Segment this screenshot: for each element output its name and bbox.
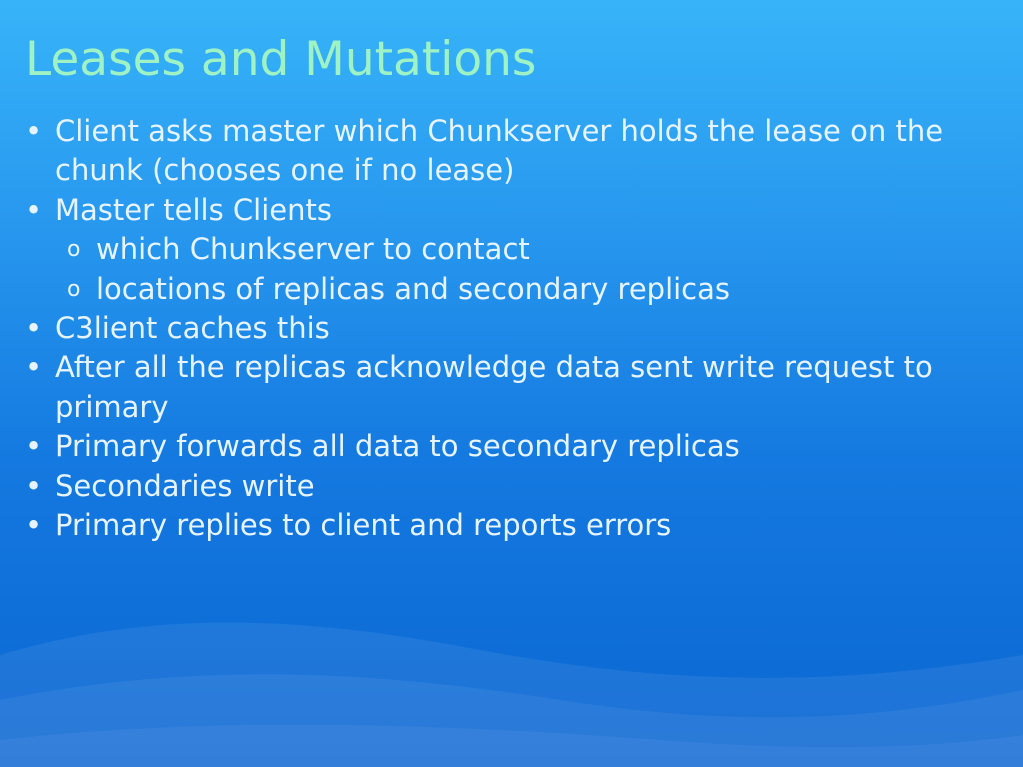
bullet-text: Primary forwards all data to secondary replicas (55, 429, 740, 464)
bullet-item (0, 191, 1023, 230)
bullet-text: Client asks master which Chunkserver holds the lease on the chunk (chooses one if no lease) (55, 114, 944, 188)
bullet-item (0, 467, 1023, 506)
sub-bullet-text: which Chunkserver to contact (96, 232, 530, 267)
bullet-item (0, 309, 1023, 348)
bullet-item (0, 506, 1023, 545)
bullet-marker: • (25, 192, 43, 227)
bullet-marker: • (25, 114, 43, 148)
sub-bullet-item (0, 230, 1023, 269)
bullet-text: Primary replies to client and reports errors (55, 508, 672, 543)
bullet-marker: • (25, 311, 43, 346)
bullet-item (0, 112, 1023, 191)
bullet-marker: • (25, 508, 43, 543)
bullet-text: Master tells Clients (55, 192, 332, 227)
sub-bullet-text: locations of replicas and secondary replicas (96, 271, 731, 306)
bullet-text: Secondaries write (55, 468, 315, 503)
bullet-text: After all the replicas acknowledge data sent write request to primary (55, 350, 933, 424)
bullet-item (0, 348, 1023, 427)
bullet-list (0, 112, 1023, 545)
slide-title: Leases and Mutations (25, 32, 537, 87)
sub-bullet-item (0, 270, 1023, 309)
bullet-text: C3lient caches this (55, 311, 330, 346)
sub-bullet-marker: o (67, 237, 81, 263)
sub-bullet-marker: o (67, 276, 81, 302)
bullet-marker: • (25, 350, 43, 385)
bullet-marker: • (25, 429, 43, 464)
bullet-item (0, 427, 1023, 466)
bullet-marker: • (25, 468, 43, 503)
